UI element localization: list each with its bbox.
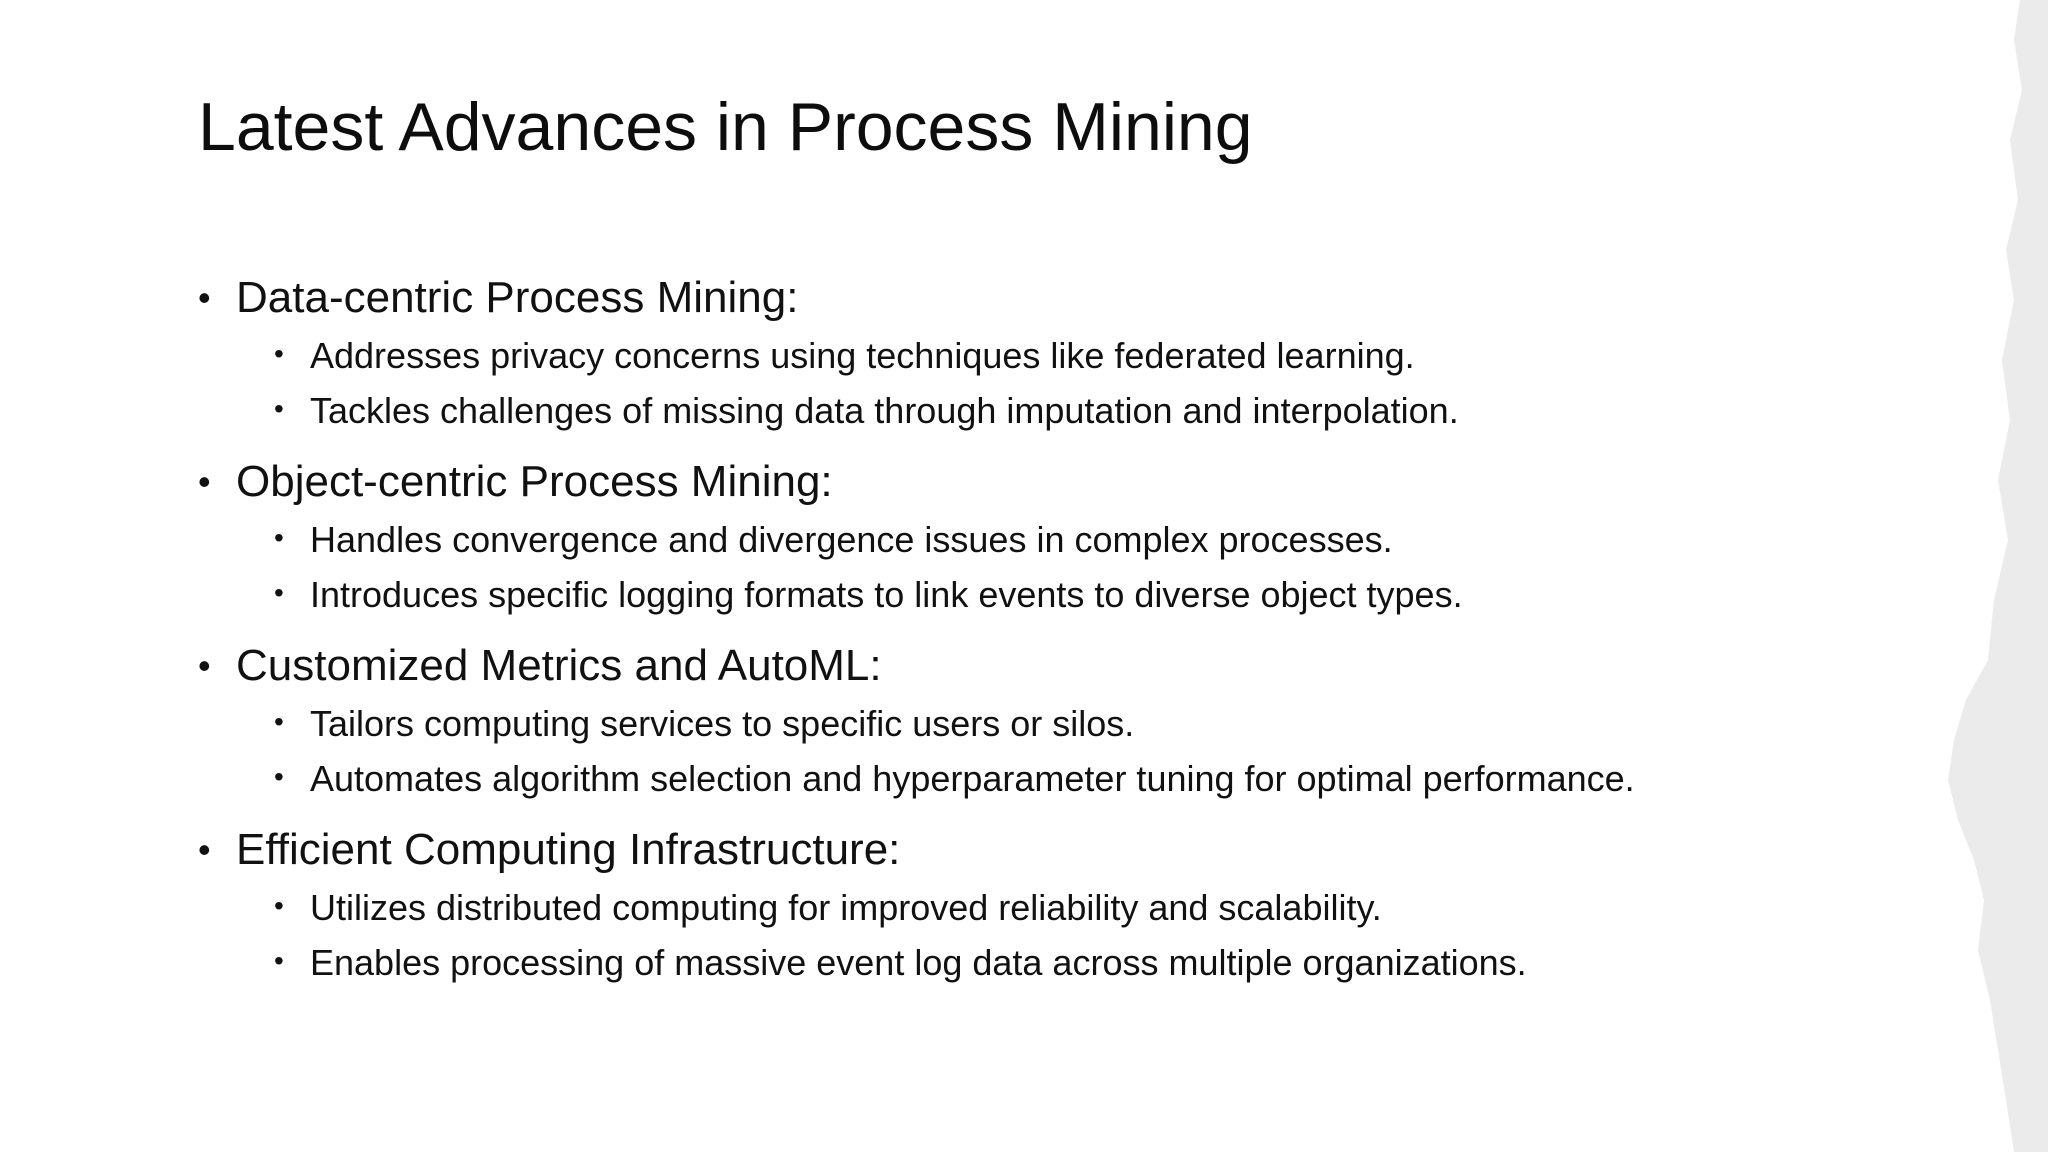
bullet-icon: • — [274, 706, 284, 737]
section-heading-text: Object-centric Process Mining: — [236, 457, 833, 506]
sub-point-text: Tackles challenges of missing data through imputation and interpolation. — [310, 390, 1459, 431]
section-heading — [198, 636, 1918, 696]
bullet-icon: • — [274, 945, 284, 976]
sub-point-text: Addresses privacy concerns using techniques like federated learning. — [310, 335, 1415, 376]
section-heading — [198, 820, 1918, 880]
sub-point-text: Enables processing of massive event log data across multiple organizations. — [310, 942, 1527, 983]
sub-list — [198, 696, 1918, 806]
sub-point-text: Introduces specific logging formats to link events to diverse object types. — [310, 574, 1463, 615]
section-heading — [198, 268, 1918, 328]
sub-point-text: Handles convergence and divergence issues in complex processes. — [310, 519, 1393, 560]
bullet-icon: • — [274, 761, 284, 792]
sub-point — [198, 567, 1918, 622]
section-heading — [198, 452, 1918, 512]
sub-list — [198, 880, 1918, 990]
bullet-icon: • — [274, 890, 284, 921]
section-heading-text: Efficient Computing Infrastructure: — [236, 825, 901, 874]
sub-point — [198, 512, 1918, 567]
bullet-icon: • — [198, 645, 211, 686]
bullet-icon: • — [274, 577, 284, 608]
sub-point — [198, 328, 1918, 383]
bullet-list — [198, 268, 1918, 1004]
sub-point — [198, 935, 1918, 990]
sub-point — [198, 880, 1918, 935]
section-heading-text: Customized Metrics and AutoML: — [236, 641, 882, 690]
sub-point — [198, 696, 1918, 751]
bullet-icon: • — [274, 338, 284, 369]
sub-point — [198, 751, 1918, 806]
sub-point-text: Tailors computing services to specific users or silos. — [310, 703, 1135, 744]
sub-list — [198, 512, 1918, 622]
bullet-icon: • — [274, 393, 284, 424]
slide-title: Latest Advances in Process Mining — [198, 89, 1253, 165]
bullet-icon: • — [274, 522, 284, 553]
section-heading-text: Data-centric Process Mining: — [236, 273, 799, 322]
sub-point — [198, 383, 1918, 438]
bullet-icon: • — [198, 277, 211, 318]
paper-texture-edge — [1918, 0, 2048, 1152]
bullet-icon: • — [198, 829, 211, 870]
sub-point-text: Automates algorithm selection and hyperparameter tuning for optimal performance. — [310, 758, 1635, 799]
sub-list — [198, 328, 1918, 438]
sub-point-text: Utilizes distributed computing for improved reliability and scalability. — [310, 887, 1382, 928]
bullet-icon: • — [198, 461, 211, 502]
